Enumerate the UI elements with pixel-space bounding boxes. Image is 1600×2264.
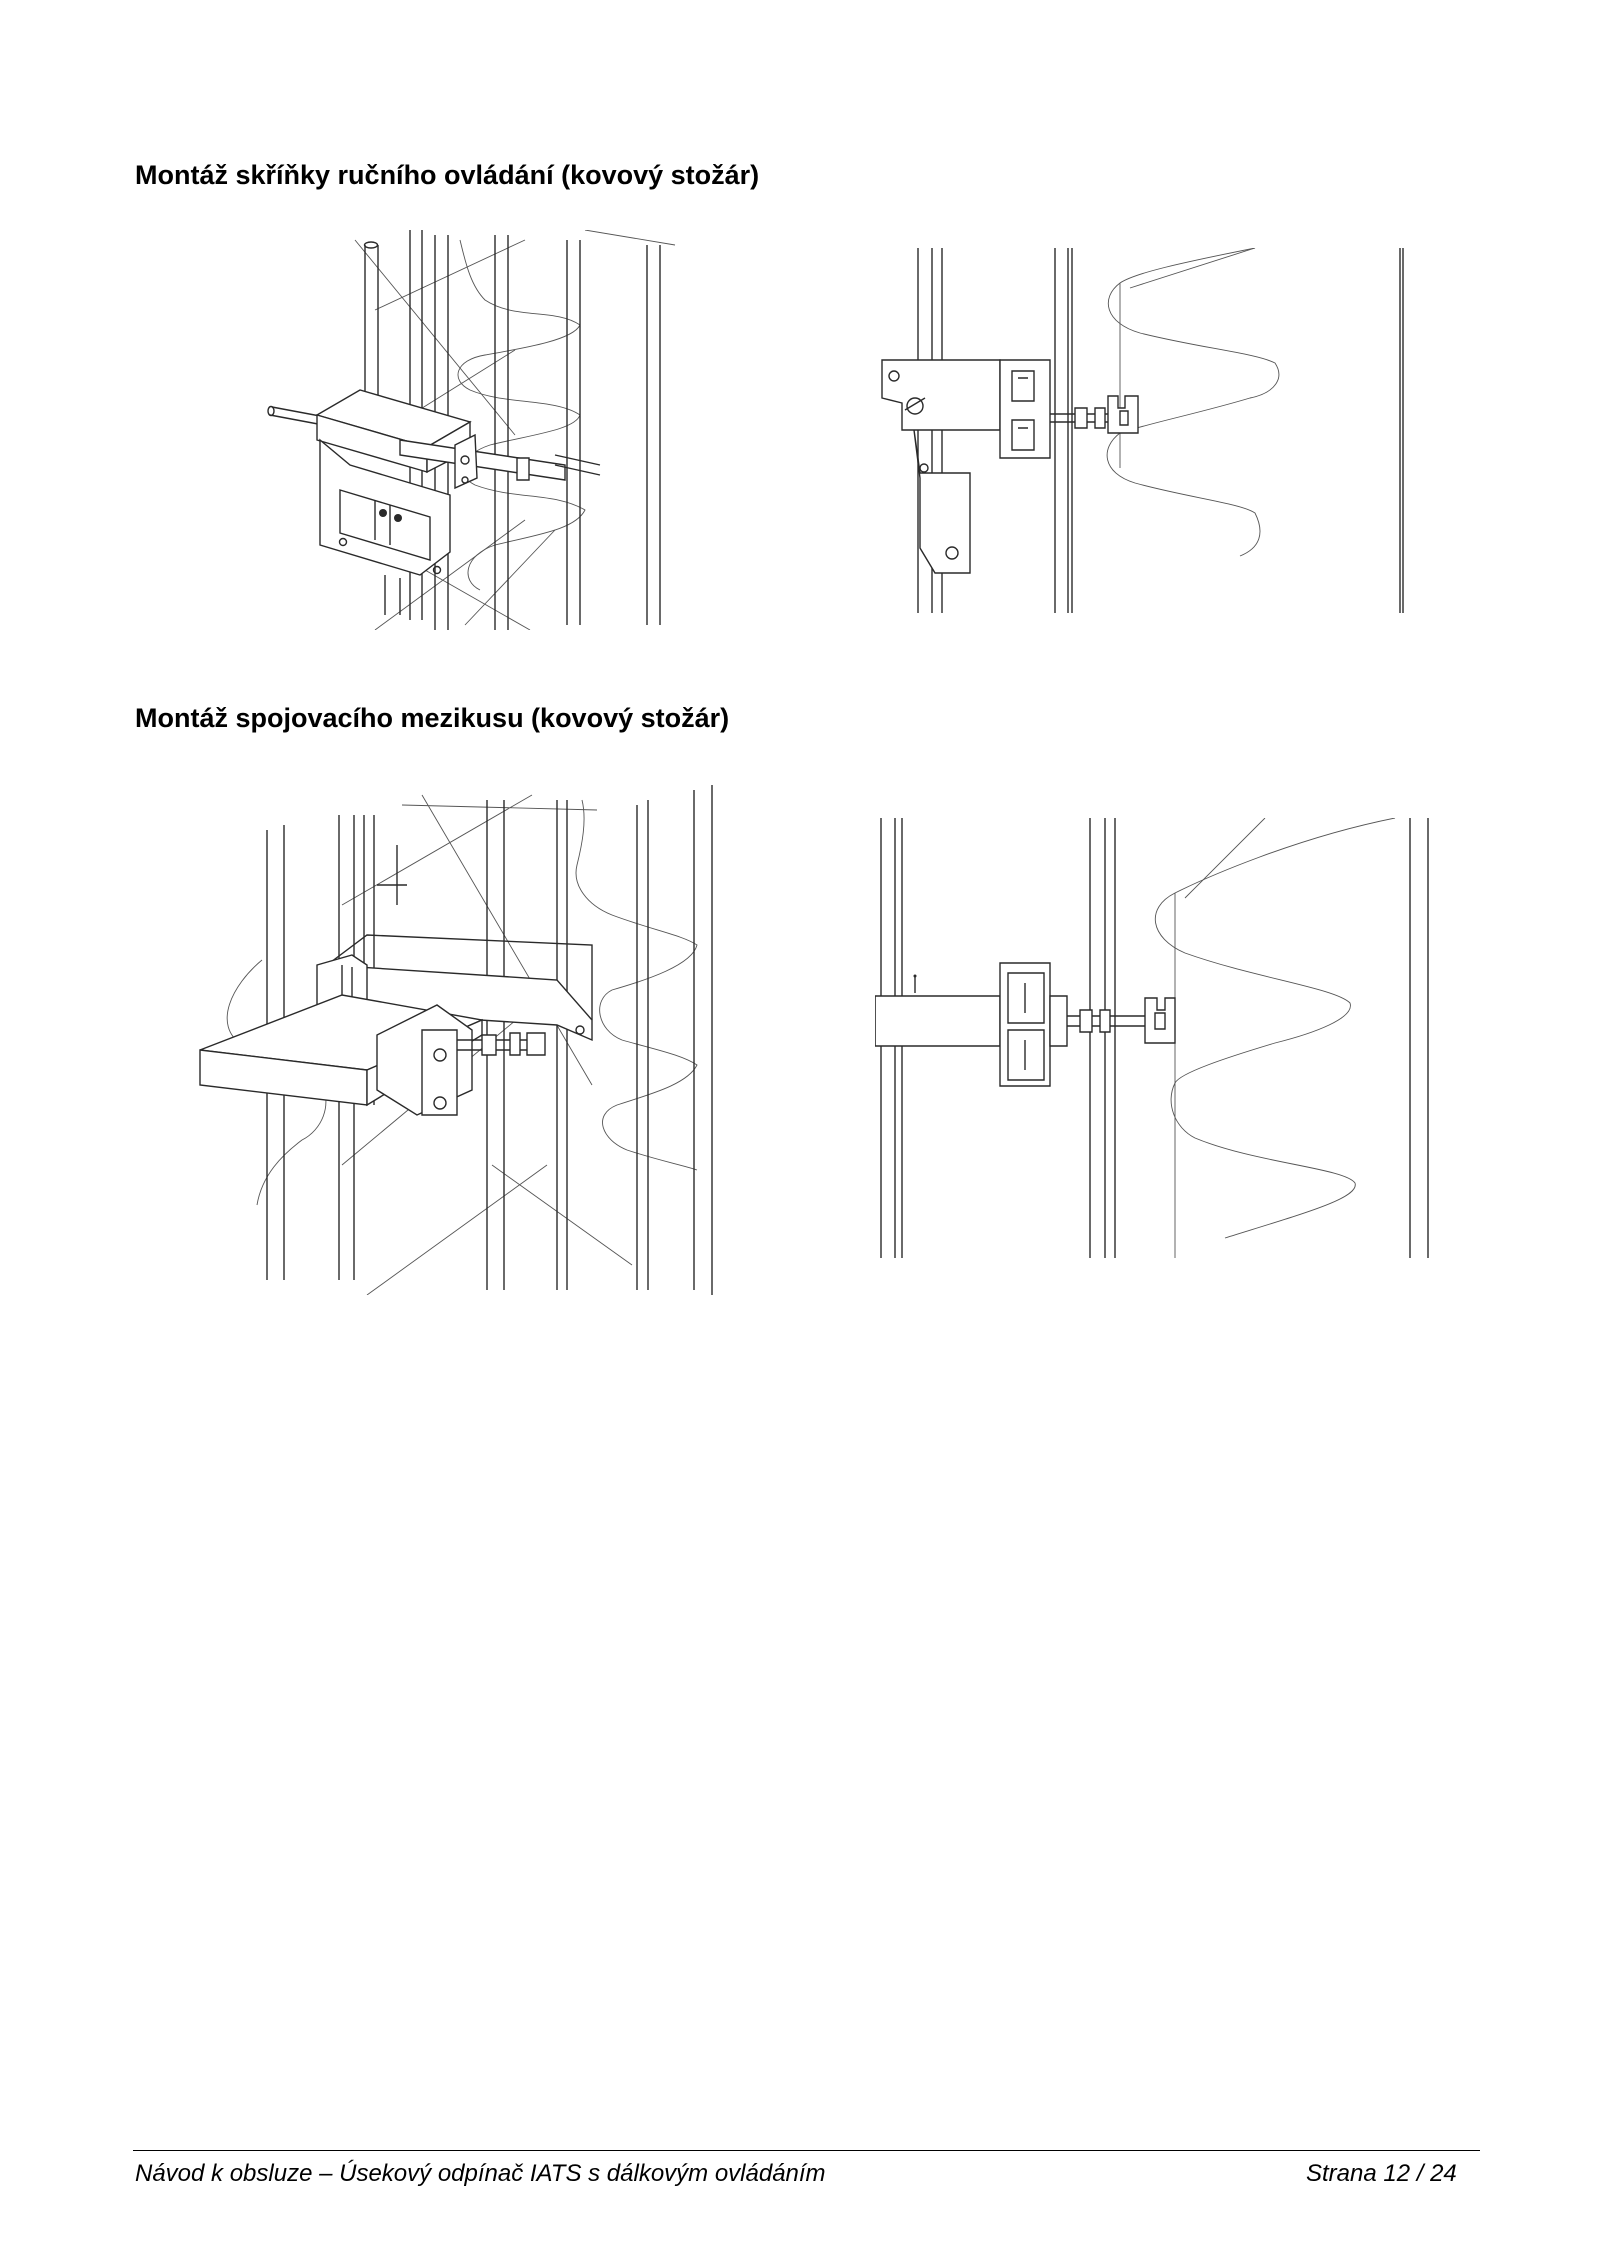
- control-box-isometric-drawing: [255, 230, 695, 630]
- coupling-piece-side-view-drawing: [875, 818, 1445, 1263]
- footer-divider: [133, 2150, 1480, 2151]
- footer-page-number: Strana 12 / 24: [1306, 2160, 1457, 2187]
- control-box-side-view-drawing: [880, 248, 1425, 618]
- footer-document-title: Návod k obsluze – Úsekový odpínač IATS s dálkovým ovládáním: [135, 2160, 826, 2187]
- coupling-piece-isometric-drawing: [192, 785, 737, 1295]
- section-heading-control-box: Montáž skříňky ručního ovládání (kovový stožár): [135, 160, 760, 190]
- section-heading-coupling-piece: Montáž spojovacího mezikusu (kovový stožár): [135, 703, 730, 733]
